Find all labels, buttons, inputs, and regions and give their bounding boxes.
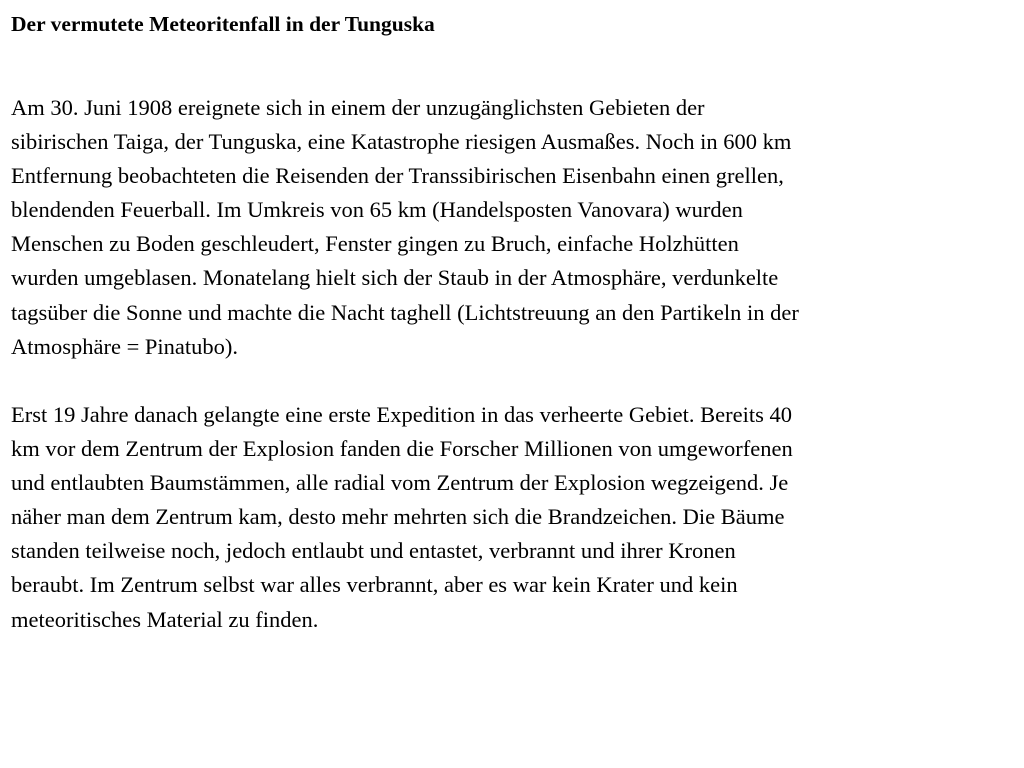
paragraph-line: km vor dem Zentrum der Explosion fanden die Forscher Millionen von umgeworfenen (11, 436, 793, 462)
paragraph-line: sibirischen Taiga, der Tunguska, eine Katastrophe riesigen Ausmaßes. Noch in 600 km (11, 129, 792, 155)
paragraph-2 (11, 398, 1011, 637)
paragraph-line: wurden umgeblasen. Monatelang hielt sich der Staub in der Atmosphäre, verdunkelte (11, 265, 779, 291)
paragraph-line: Am 30. Juni 1908 ereignete sich in einem der unzugänglichsten Gebieten der (11, 95, 705, 120)
paragraph-line: standen teilweise noch, jedoch entlaubt und entastet, verbrannt und ihrer Kronen (11, 538, 736, 564)
paragraph-line: blendenden Feuerball. Im Umkreis von 65 km (Handelsposten Vanovara) wurden (11, 197, 743, 223)
paragraph-line: meteoritisches Material zu finden. (11, 606, 319, 632)
page-title: Der vermutete Meteoritenfall in der Tunguska (11, 12, 435, 36)
paragraph-line: Erst 19 Jahre danach gelangte eine erste Expedition in das verheerte Gebiet. Bereits 40 (11, 402, 792, 427)
paragraph-line: tagsüber die Sonne und machte die Nacht taghell (Lichtstreuung an den Partikeln in der (11, 299, 799, 325)
paragraph-line: Atmosphäre = Pinatubo). (11, 333, 239, 359)
paragraph-line: Entfernung beobachteten die Reisenden der Transsibirischen Eisenbahn einen grellen, (11, 163, 784, 189)
paragraph-line: Menschen zu Boden geschleudert, Fenster gingen zu Bruch, einfache Holzhütten (11, 231, 739, 257)
paragraph-line: beraubt. Im Zentrum selbst war alles verbrannt, aber es war kein Krater und kein (11, 572, 738, 598)
paragraph-1 (11, 91, 1011, 364)
paragraph-line: näher man dem Zentrum kam, desto mehr mehrten sich die Brandzeichen. Die Bäume (11, 504, 785, 530)
paragraph-line: und entlaubten Baumstämmen, alle radial vom Zentrum der Explosion wegzeigend. Je (11, 470, 789, 496)
